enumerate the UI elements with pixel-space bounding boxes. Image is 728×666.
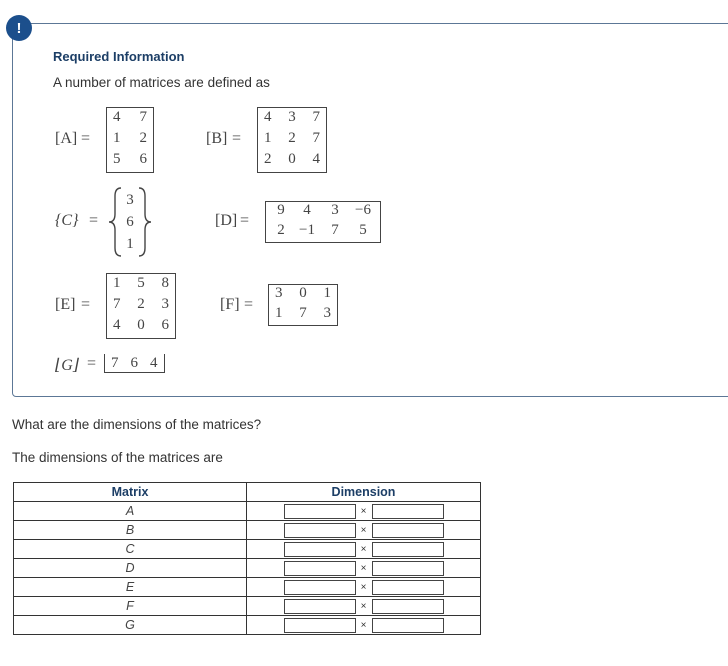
columns-input[interactable] <box>372 523 444 538</box>
matrix-f-cell: 1 <box>275 305 283 321</box>
matrix-d-cell: 3 <box>331 202 339 218</box>
matrix-b-cell: 1 <box>264 130 272 146</box>
matrix-e-cell: 4 <box>113 317 121 333</box>
matrix-d-equals: = <box>240 212 250 229</box>
matrix-e-cell: 2 <box>137 296 145 312</box>
matrix-b-cell: 3 <box>288 109 296 125</box>
matrix-e-cell: 7 <box>113 296 121 312</box>
matrix-f-cell: 0 <box>299 285 307 301</box>
matrix-name-cell: F <box>14 597 247 616</box>
column-header-dimension: Dimension <box>247 483 481 502</box>
dimension-cell <box>247 597 481 616</box>
table-row <box>14 540 481 559</box>
matrix-b-cell: 4 <box>264 109 272 125</box>
matrix-e-cell: 5 <box>137 275 145 291</box>
matrix-g-cell: 4 <box>150 355 158 371</box>
table-row <box>14 597 481 616</box>
matrix-g-cell: 7 <box>111 355 119 371</box>
columns-input[interactable] <box>372 599 444 614</box>
alert-icon: ! <box>6 15 32 41</box>
matrix-e-cell: 3 <box>161 296 169 312</box>
matrix-c <box>107 189 153 255</box>
times-sign: × <box>360 600 367 612</box>
dimension-cell <box>247 559 481 578</box>
matrix-e-label: [E] <box>55 296 76 313</box>
answer-intro: The dimensions of the matrices are <box>12 450 223 465</box>
matrix-e-equals: = <box>81 296 91 313</box>
matrix-b-cell: 7 <box>312 130 320 146</box>
columns-input[interactable] <box>372 618 444 633</box>
matrix-b-label: [B] <box>206 130 228 147</box>
columns-input[interactable] <box>372 504 444 519</box>
matrix-b-cell: 0 <box>288 151 296 167</box>
matrix-e-cell: 6 <box>161 317 169 333</box>
rows-input[interactable] <box>284 523 356 538</box>
matrix-d-cell: −1 <box>299 222 315 238</box>
matrix-g-label: ⌊G⌋ <box>55 357 80 374</box>
matrix-e <box>106 273 176 339</box>
times-sign: × <box>360 581 367 593</box>
matrix-f-label: [F] <box>220 296 240 313</box>
times-sign: × <box>360 524 367 536</box>
matrix-f-cell: 7 <box>299 305 307 321</box>
table-row <box>14 502 481 521</box>
info-heading: Required Information <box>53 49 185 64</box>
matrix-c-cell: 1 <box>126 236 134 252</box>
matrix-b-cell: 2 <box>288 130 296 146</box>
matrix-d-cell: 4 <box>303 202 311 218</box>
matrix-b-cell: 7 <box>312 109 320 125</box>
dimensions-table <box>13 482 481 635</box>
table-row <box>14 578 481 597</box>
matrix-name-cell: A <box>14 502 247 521</box>
matrix-c-cell: 3 <box>126 192 134 208</box>
dimension-cell <box>247 540 481 559</box>
matrix-d-cell: 7 <box>331 222 339 238</box>
matrix-d-cell: −6 <box>355 202 371 218</box>
rows-input[interactable] <box>284 561 356 576</box>
matrix-e-cell: 8 <box>161 275 169 291</box>
matrix-a-cell: 6 <box>139 151 147 167</box>
columns-input[interactable] <box>372 542 444 557</box>
question-text: What are the dimensions of the matrices? <box>12 417 262 432</box>
matrix-a-cell: 2 <box>139 130 147 146</box>
matrix-name-cell: C <box>14 540 247 559</box>
matrix-f-cell: 1 <box>323 285 331 301</box>
matrix-b-equals: = <box>232 130 242 147</box>
matrix-d-label: [D] <box>215 212 238 229</box>
matrix-f-cell: 3 <box>275 285 283 301</box>
rows-input[interactable] <box>284 580 356 595</box>
matrix-name-cell: E <box>14 578 247 597</box>
rows-input[interactable] <box>284 504 356 519</box>
matrix-b-cell: 2 <box>264 151 272 167</box>
rows-input[interactable] <box>284 542 356 557</box>
matrix-g-cell: 6 <box>130 355 138 371</box>
dimension-cell <box>247 521 481 540</box>
matrix-f-cell: 3 <box>323 305 331 321</box>
matrix-f-equals: = <box>244 296 254 313</box>
matrix-b-cell: 4 <box>312 151 320 167</box>
dimension-cell <box>247 578 481 597</box>
times-sign: × <box>360 562 367 574</box>
matrix-a-cell: 1 <box>113 130 121 146</box>
matrix-a-equals: = <box>81 130 91 147</box>
table-row <box>14 559 481 578</box>
matrix-b <box>257 107 327 173</box>
rows-input[interactable] <box>284 599 356 614</box>
table-row <box>14 521 481 540</box>
matrix-c-label: {C} <box>55 212 79 229</box>
times-sign: × <box>360 543 367 555</box>
matrix-name-cell: G <box>14 616 247 635</box>
matrix-d-cell: 2 <box>277 222 285 238</box>
matrix-f <box>268 284 338 326</box>
matrix-a-cell: 4 <box>113 109 121 125</box>
matrix-e-cell: 1 <box>113 275 121 291</box>
column-header-matrix: Matrix <box>14 483 247 502</box>
matrix-g <box>104 354 165 373</box>
matrix-d-cell: 5 <box>359 222 367 238</box>
matrix-a <box>106 107 154 173</box>
info-intro: A number of matrices are defined as <box>53 75 270 90</box>
matrix-name-cell: D <box>14 559 247 578</box>
dimension-cell <box>247 502 481 521</box>
matrix-name-cell: B <box>14 521 247 540</box>
matrix-d-cell: 9 <box>277 202 285 218</box>
matrix-a-cell: 5 <box>113 151 121 167</box>
dimension-cell <box>247 616 481 635</box>
columns-input[interactable] <box>372 561 444 576</box>
matrix-e-cell: 0 <box>137 317 145 333</box>
matrix-a-cell: 7 <box>139 109 147 125</box>
matrix-a-label: [A] <box>55 130 78 147</box>
matrix-g-equals: = <box>87 355 97 372</box>
matrix-c-equals: = <box>89 212 99 229</box>
times-sign: × <box>360 619 367 631</box>
matrix-d <box>265 201 381 243</box>
table-row <box>14 616 481 635</box>
columns-input[interactable] <box>372 580 444 595</box>
times-sign: × <box>360 505 367 517</box>
rows-input[interactable] <box>284 618 356 633</box>
matrix-c-cell: 6 <box>126 214 134 230</box>
